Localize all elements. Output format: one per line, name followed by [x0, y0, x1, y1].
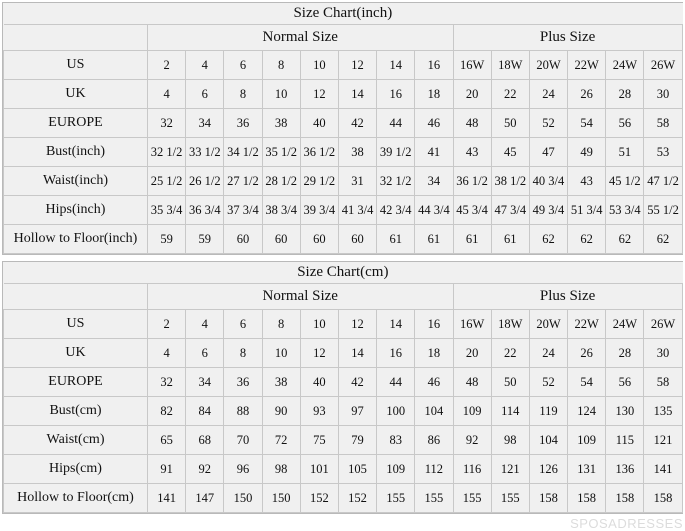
cell: 48 — [453, 368, 491, 397]
table-row — [4, 51, 683, 80]
cell: 84 — [186, 397, 224, 426]
cell: 20 — [453, 339, 491, 368]
cell: 48 — [453, 109, 491, 138]
row-label-hollow-to-floor: Hollow to Floor(cm) — [4, 484, 148, 513]
table-title-row — [4, 3, 683, 25]
cell: 60 — [262, 225, 300, 254]
cell: 8 — [262, 51, 300, 80]
table-row — [4, 138, 683, 167]
cell: 22W — [568, 51, 606, 80]
cell: 62 — [644, 225, 682, 254]
cell: 105 — [338, 455, 376, 484]
cell: 51 3/4 — [568, 196, 606, 225]
cell: 26W — [644, 51, 682, 80]
cell: 35 1/2 — [262, 138, 300, 167]
cell: 8 — [224, 80, 262, 109]
cell: 44 — [377, 109, 415, 138]
cell: 16W — [453, 51, 491, 80]
cell: 92 — [453, 426, 491, 455]
cell: 29 1/2 — [300, 167, 338, 196]
cell: 38 — [338, 138, 376, 167]
cell: 104 — [415, 397, 453, 426]
cell: 121 — [491, 455, 529, 484]
cell: 136 — [606, 455, 644, 484]
cell: 30 — [644, 339, 682, 368]
cell: 61 — [453, 225, 491, 254]
cell: 46 — [415, 368, 453, 397]
cell: 54 — [568, 368, 606, 397]
cell: 97 — [338, 397, 376, 426]
table-row — [4, 196, 683, 225]
cell: 130 — [606, 397, 644, 426]
cell: 79 — [338, 426, 376, 455]
row-label-waist: Waist(inch) — [4, 167, 148, 196]
cell: 14 — [377, 310, 415, 339]
row-label-uk: UK — [4, 339, 148, 368]
cell: 116 — [453, 455, 491, 484]
cell: 141 — [644, 455, 682, 484]
cell: 26 1/2 — [186, 167, 224, 196]
chart-title: Size Chart(inch) — [4, 3, 683, 25]
cell: 150 — [262, 484, 300, 513]
cell: 14 — [377, 51, 415, 80]
cell: 88 — [224, 397, 262, 426]
cell: 91 — [148, 455, 186, 484]
cell: 90 — [262, 397, 300, 426]
table-row — [4, 80, 683, 109]
cell: 4 — [186, 51, 224, 80]
cell: 61 — [415, 225, 453, 254]
cell: 44 3/4 — [415, 196, 453, 225]
cell: 34 — [186, 109, 224, 138]
cell: 24W — [606, 310, 644, 339]
group-header-normal-size: Normal Size — [148, 284, 454, 310]
cell: 16 — [377, 80, 415, 109]
cell: 47 — [529, 138, 567, 167]
group-header-normal-size: Normal Size — [148, 25, 454, 51]
cell: 18W — [491, 310, 529, 339]
cell: 150 — [224, 484, 262, 513]
cell: 147 — [186, 484, 224, 513]
cell: 49 — [568, 138, 606, 167]
cell: 46 — [415, 109, 453, 138]
size-chart-inch-block — [2, 2, 683, 255]
cell: 32 1/2 — [377, 167, 415, 196]
cell: 119 — [529, 397, 567, 426]
cell: 155 — [377, 484, 415, 513]
cell: 52 — [529, 109, 567, 138]
cell: 12 — [300, 80, 338, 109]
table-row — [4, 368, 683, 397]
table-row — [4, 109, 683, 138]
cell: 20 — [453, 80, 491, 109]
cell: 152 — [300, 484, 338, 513]
cell: 56 — [606, 368, 644, 397]
cell: 28 1/2 — [262, 167, 300, 196]
row-label-bust: Bust(inch) — [4, 138, 148, 167]
row-label-waist: Waist(cm) — [4, 426, 148, 455]
group-header-plus-size: Plus Size — [453, 25, 682, 51]
cell: 124 — [568, 397, 606, 426]
cell: 62 — [606, 225, 644, 254]
cell: 31 — [338, 167, 376, 196]
cell: 22W — [568, 310, 606, 339]
cell: 6 — [186, 80, 224, 109]
table-row — [4, 484, 683, 513]
cell: 18W — [491, 51, 529, 80]
cell: 54 — [568, 109, 606, 138]
cell: 14 — [338, 339, 376, 368]
cell: 115 — [606, 426, 644, 455]
cell: 50 — [491, 368, 529, 397]
table-row — [4, 339, 683, 368]
cell: 38 3/4 — [262, 196, 300, 225]
cell: 109 — [377, 455, 415, 484]
cell: 98 — [491, 426, 529, 455]
cell: 70 — [224, 426, 262, 455]
cell: 62 — [529, 225, 567, 254]
cell: 55 1/2 — [644, 196, 682, 225]
cell: 47 3/4 — [491, 196, 529, 225]
cell: 58 — [644, 109, 682, 138]
cell: 33 1/2 — [186, 138, 224, 167]
table-row — [4, 225, 683, 254]
cell: 16 — [377, 339, 415, 368]
cell: 10 — [262, 80, 300, 109]
cell: 121 — [644, 426, 682, 455]
cell: 40 — [300, 368, 338, 397]
cell: 8 — [262, 310, 300, 339]
size-chart-page — [0, 2, 685, 531]
cell: 4 — [148, 339, 186, 368]
cell: 109 — [453, 397, 491, 426]
table-row — [4, 167, 683, 196]
cell: 38 — [262, 368, 300, 397]
cell: 12 — [300, 339, 338, 368]
cell: 43 — [453, 138, 491, 167]
cell: 42 — [338, 368, 376, 397]
cell: 60 — [224, 225, 262, 254]
cell: 152 — [338, 484, 376, 513]
cell: 36 1/2 — [300, 138, 338, 167]
cell: 28 — [606, 339, 644, 368]
cell: 155 — [453, 484, 491, 513]
cell: 32 — [148, 109, 186, 138]
group-row-spacer — [4, 284, 148, 310]
cell: 158 — [529, 484, 567, 513]
cell: 16 — [415, 51, 453, 80]
cell: 135 — [644, 397, 682, 426]
cell: 24 — [529, 80, 567, 109]
table-group-row — [4, 284, 683, 310]
cell: 109 — [568, 426, 606, 455]
row-label-hips: Hips(cm) — [4, 455, 148, 484]
cell: 36 3/4 — [186, 196, 224, 225]
cell: 98 — [262, 455, 300, 484]
cell: 114 — [491, 397, 529, 426]
size-chart-cm-block — [2, 261, 683, 514]
cell: 59 — [148, 225, 186, 254]
cell: 39 1/2 — [377, 138, 415, 167]
row-label-bust: Bust(cm) — [4, 397, 148, 426]
cell: 92 — [186, 455, 224, 484]
cell: 155 — [415, 484, 453, 513]
table-row — [4, 310, 683, 339]
cell: 6 — [224, 51, 262, 80]
cell: 53 3/4 — [606, 196, 644, 225]
cell: 22 — [491, 80, 529, 109]
cell: 36 1/2 — [453, 167, 491, 196]
cell: 38 1/2 — [491, 167, 529, 196]
cell: 27 1/2 — [224, 167, 262, 196]
table-group-row — [4, 25, 683, 51]
cell: 36 — [224, 109, 262, 138]
cell: 100 — [377, 397, 415, 426]
cell: 12 — [338, 51, 376, 80]
cell: 60 — [300, 225, 338, 254]
cell: 104 — [529, 426, 567, 455]
cell: 49 3/4 — [529, 196, 567, 225]
cell: 60 — [338, 225, 376, 254]
cell: 10 — [300, 51, 338, 80]
cell: 24W — [606, 51, 644, 80]
cell: 8 — [224, 339, 262, 368]
cell: 56 — [606, 109, 644, 138]
cell: 45 3/4 — [453, 196, 491, 225]
cell: 35 3/4 — [148, 196, 186, 225]
cell: 6 — [224, 310, 262, 339]
cell: 47 1/2 — [644, 167, 682, 196]
cell: 42 — [338, 109, 376, 138]
cell: 22 — [491, 339, 529, 368]
cell: 65 — [148, 426, 186, 455]
table-row — [4, 455, 683, 484]
cell: 40 3/4 — [529, 167, 567, 196]
cell: 82 — [148, 397, 186, 426]
cell: 43 — [568, 167, 606, 196]
cell: 50 — [491, 109, 529, 138]
cell: 75 — [300, 426, 338, 455]
cell: 2 — [148, 51, 186, 80]
cell: 158 — [568, 484, 606, 513]
cell: 58 — [644, 368, 682, 397]
cell: 18 — [415, 80, 453, 109]
cell: 61 — [491, 225, 529, 254]
row-label-hips: Hips(inch) — [4, 196, 148, 225]
row-label-europe: EUROPE — [4, 368, 148, 397]
group-row-spacer — [4, 25, 148, 51]
chart-title: Size Chart(cm) — [4, 262, 683, 284]
watermark: SPOSADRESSES — [570, 516, 683, 531]
cell: 34 1/2 — [224, 138, 262, 167]
size-chart-cm-table — [3, 262, 683, 513]
cell: 44 — [377, 368, 415, 397]
cell: 72 — [262, 426, 300, 455]
group-header-plus-size: Plus Size — [453, 284, 682, 310]
cell: 20W — [529, 51, 567, 80]
cell: 83 — [377, 426, 415, 455]
cell: 32 1/2 — [148, 138, 186, 167]
cell: 14 — [338, 80, 376, 109]
cell: 36 — [224, 368, 262, 397]
cell: 16 — [415, 310, 453, 339]
cell: 86 — [415, 426, 453, 455]
cell: 45 1/2 — [606, 167, 644, 196]
cell: 42 3/4 — [377, 196, 415, 225]
row-label-uk: UK — [4, 80, 148, 109]
table-title-row — [4, 262, 683, 284]
cell: 131 — [568, 455, 606, 484]
cell: 39 3/4 — [300, 196, 338, 225]
cell: 158 — [606, 484, 644, 513]
cell: 41 — [415, 138, 453, 167]
table-row — [4, 426, 683, 455]
cell: 68 — [186, 426, 224, 455]
cell: 24 — [529, 339, 567, 368]
cell: 34 — [415, 167, 453, 196]
cell: 101 — [300, 455, 338, 484]
cell: 18 — [415, 339, 453, 368]
table-row — [4, 397, 683, 426]
cell: 141 — [148, 484, 186, 513]
row-label-europe: EUROPE — [4, 109, 148, 138]
row-label-hollow-to-floor: Hollow to Floor(inch) — [4, 225, 148, 254]
row-label-us: US — [4, 51, 148, 80]
cell: 34 — [186, 368, 224, 397]
cell: 2 — [148, 310, 186, 339]
cell: 26W — [644, 310, 682, 339]
cell: 62 — [568, 225, 606, 254]
cell: 61 — [377, 225, 415, 254]
cell: 126 — [529, 455, 567, 484]
cell: 59 — [186, 225, 224, 254]
size-chart-inch-table — [3, 3, 683, 254]
cell: 155 — [491, 484, 529, 513]
cell: 10 — [300, 310, 338, 339]
cell: 16W — [453, 310, 491, 339]
cell: 37 3/4 — [224, 196, 262, 225]
cell: 112 — [415, 455, 453, 484]
cell: 10 — [262, 339, 300, 368]
cell: 45 — [491, 138, 529, 167]
cell: 12 — [338, 310, 376, 339]
cell: 41 3/4 — [338, 196, 376, 225]
cell: 96 — [224, 455, 262, 484]
cell: 40 — [300, 109, 338, 138]
cell: 4 — [186, 310, 224, 339]
cell: 6 — [186, 339, 224, 368]
cell: 38 — [262, 109, 300, 138]
cell: 52 — [529, 368, 567, 397]
cell: 28 — [606, 80, 644, 109]
cell: 30 — [644, 80, 682, 109]
cell: 51 — [606, 138, 644, 167]
cell: 158 — [644, 484, 682, 513]
cell: 4 — [148, 80, 186, 109]
cell: 93 — [300, 397, 338, 426]
cell: 53 — [644, 138, 682, 167]
cell: 32 — [148, 368, 186, 397]
row-label-us: US — [4, 310, 148, 339]
cell: 20W — [529, 310, 567, 339]
cell: 26 — [568, 80, 606, 109]
cell: 25 1/2 — [148, 167, 186, 196]
cell: 26 — [568, 339, 606, 368]
